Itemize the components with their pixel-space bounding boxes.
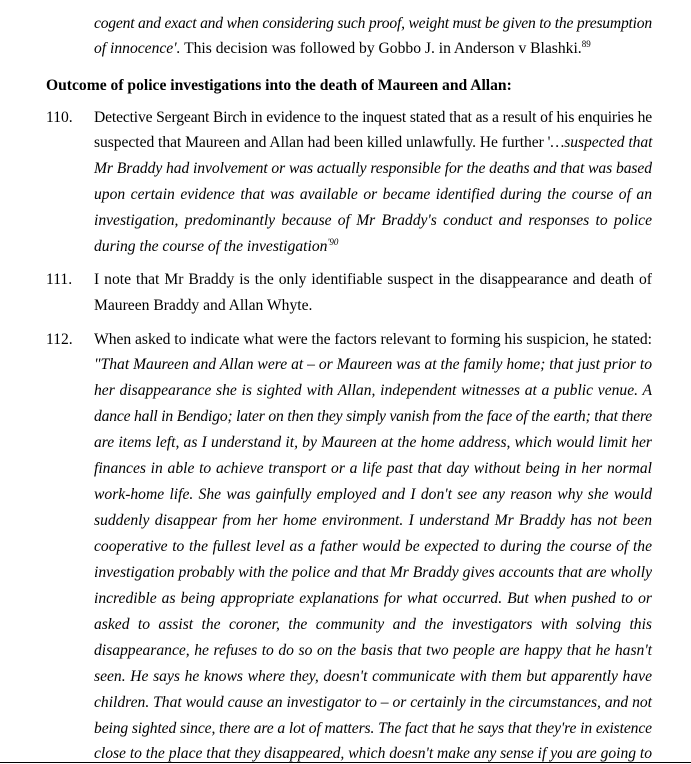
p112-line-13: disappearance, he refuses to do so on the basis that two people are happy that he hasn't	[94, 642, 652, 659]
p110-line-3: Mr Braddy had involvement or was actually responsible for the deaths and that was based	[94, 160, 652, 177]
intro-line-2-text: This decision was followed by Gobbo J. in Anderson v Blashki.	[180, 40, 582, 57]
bottom-rule	[0, 762, 691, 763]
p112-line-2: "That Maureen and Allan were at – or Maureen was at the family home; that just prior to	[94, 356, 652, 373]
paragraph-number-110: 110.	[46, 109, 73, 126]
p112-line-17: close to the place that they disappeared, which doesn't make any sense if you are going to	[94, 745, 652, 762]
p110-line-2-text: suspected that Maureen and Allan had been killed unlawfully. He further '	[94, 134, 551, 151]
p111-line-1: I note that Mr Braddy is the only identifiable suspect in the disappearance and death of	[94, 271, 652, 288]
intro-line-1: cogent and exact and when considering such proof, weight must be given to the presumption	[94, 15, 652, 32]
paragraph-number-112: 112.	[46, 331, 73, 348]
p112-line-7: work-home life. She was gainfully employed and I don't see any reason why she would	[94, 486, 652, 503]
p112-line-10: investigation probably with the police and that Mr Braddy gives accounts that are wholly	[94, 564, 652, 581]
paragraph-number-111: 111.	[46, 271, 73, 288]
p112-line-4: dance hall in Bendigo; later on then they simply vanish from the face of the earth; that there	[94, 408, 652, 425]
section-heading: Outcome of police investigations into the death of Maureen and Allan:	[46, 77, 512, 94]
p111-line-2: Maureen Braddy and Allan Whyte.	[94, 297, 313, 314]
p112-line-1: When asked to indicate what were the factors relevant to forming his suspicion, he stated:	[94, 331, 652, 348]
p112-line-3: her disappearance she is sighted with Allan, independent witnesses at a public venue. A	[94, 382, 652, 399]
p112-line-16: being sighted since, there are a lot of matters. The fact that he says that they're in existence	[94, 720, 652, 737]
p110-line-4: upon certain evidence that was available or became identified during the course of an	[94, 186, 652, 203]
p112-line-5: are items left, as I understand it, by Maureen at the home address, which would limit her	[94, 434, 652, 451]
p112-line-14: seen. He says he knows where they, doesn't communicate with them but apparently have	[94, 668, 652, 685]
p112-line-11: incredible as being appropriate explanations for what occurred. But when pushed to or	[94, 590, 652, 607]
p110-line-5: investigation, predominantly because of Mr Braddy's conduct and responses to police	[94, 212, 652, 229]
p112-line-8: suddenly disappear from her home environment. I understand Mr Braddy has not been	[94, 512, 652, 529]
p110-line-6	[94, 237, 338, 257]
intro-line-2	[94, 39, 591, 59]
p110-line-6-text: during the course of the investigation	[94, 238, 328, 255]
p112-line-9: cooperative to the fullest level as a father would be expected to during the course of the	[94, 538, 652, 555]
intro-line-2-italic: of innocence'.	[94, 40, 181, 57]
footnote-ref-89: 89	[581, 39, 591, 49]
footnote-ref-90: '90	[327, 237, 339, 247]
p110-line-2-italic: …suspected that	[550, 134, 653, 151]
p110-line-2	[94, 133, 652, 153]
p112-line-15: children. That would cause an investigator to – or certainly in the circumstances, and not	[94, 694, 652, 711]
p112-line-6: finances in able to achieve transport or a life past that day without being in her normal	[94, 460, 652, 477]
p112-line-12: asked to assist the coroner, the community and the investigators with solving this	[94, 616, 652, 633]
p110-line-1: Detective Sergeant Birch in evidence to the inquest stated that as a result of his enquiries he	[94, 109, 653, 126]
